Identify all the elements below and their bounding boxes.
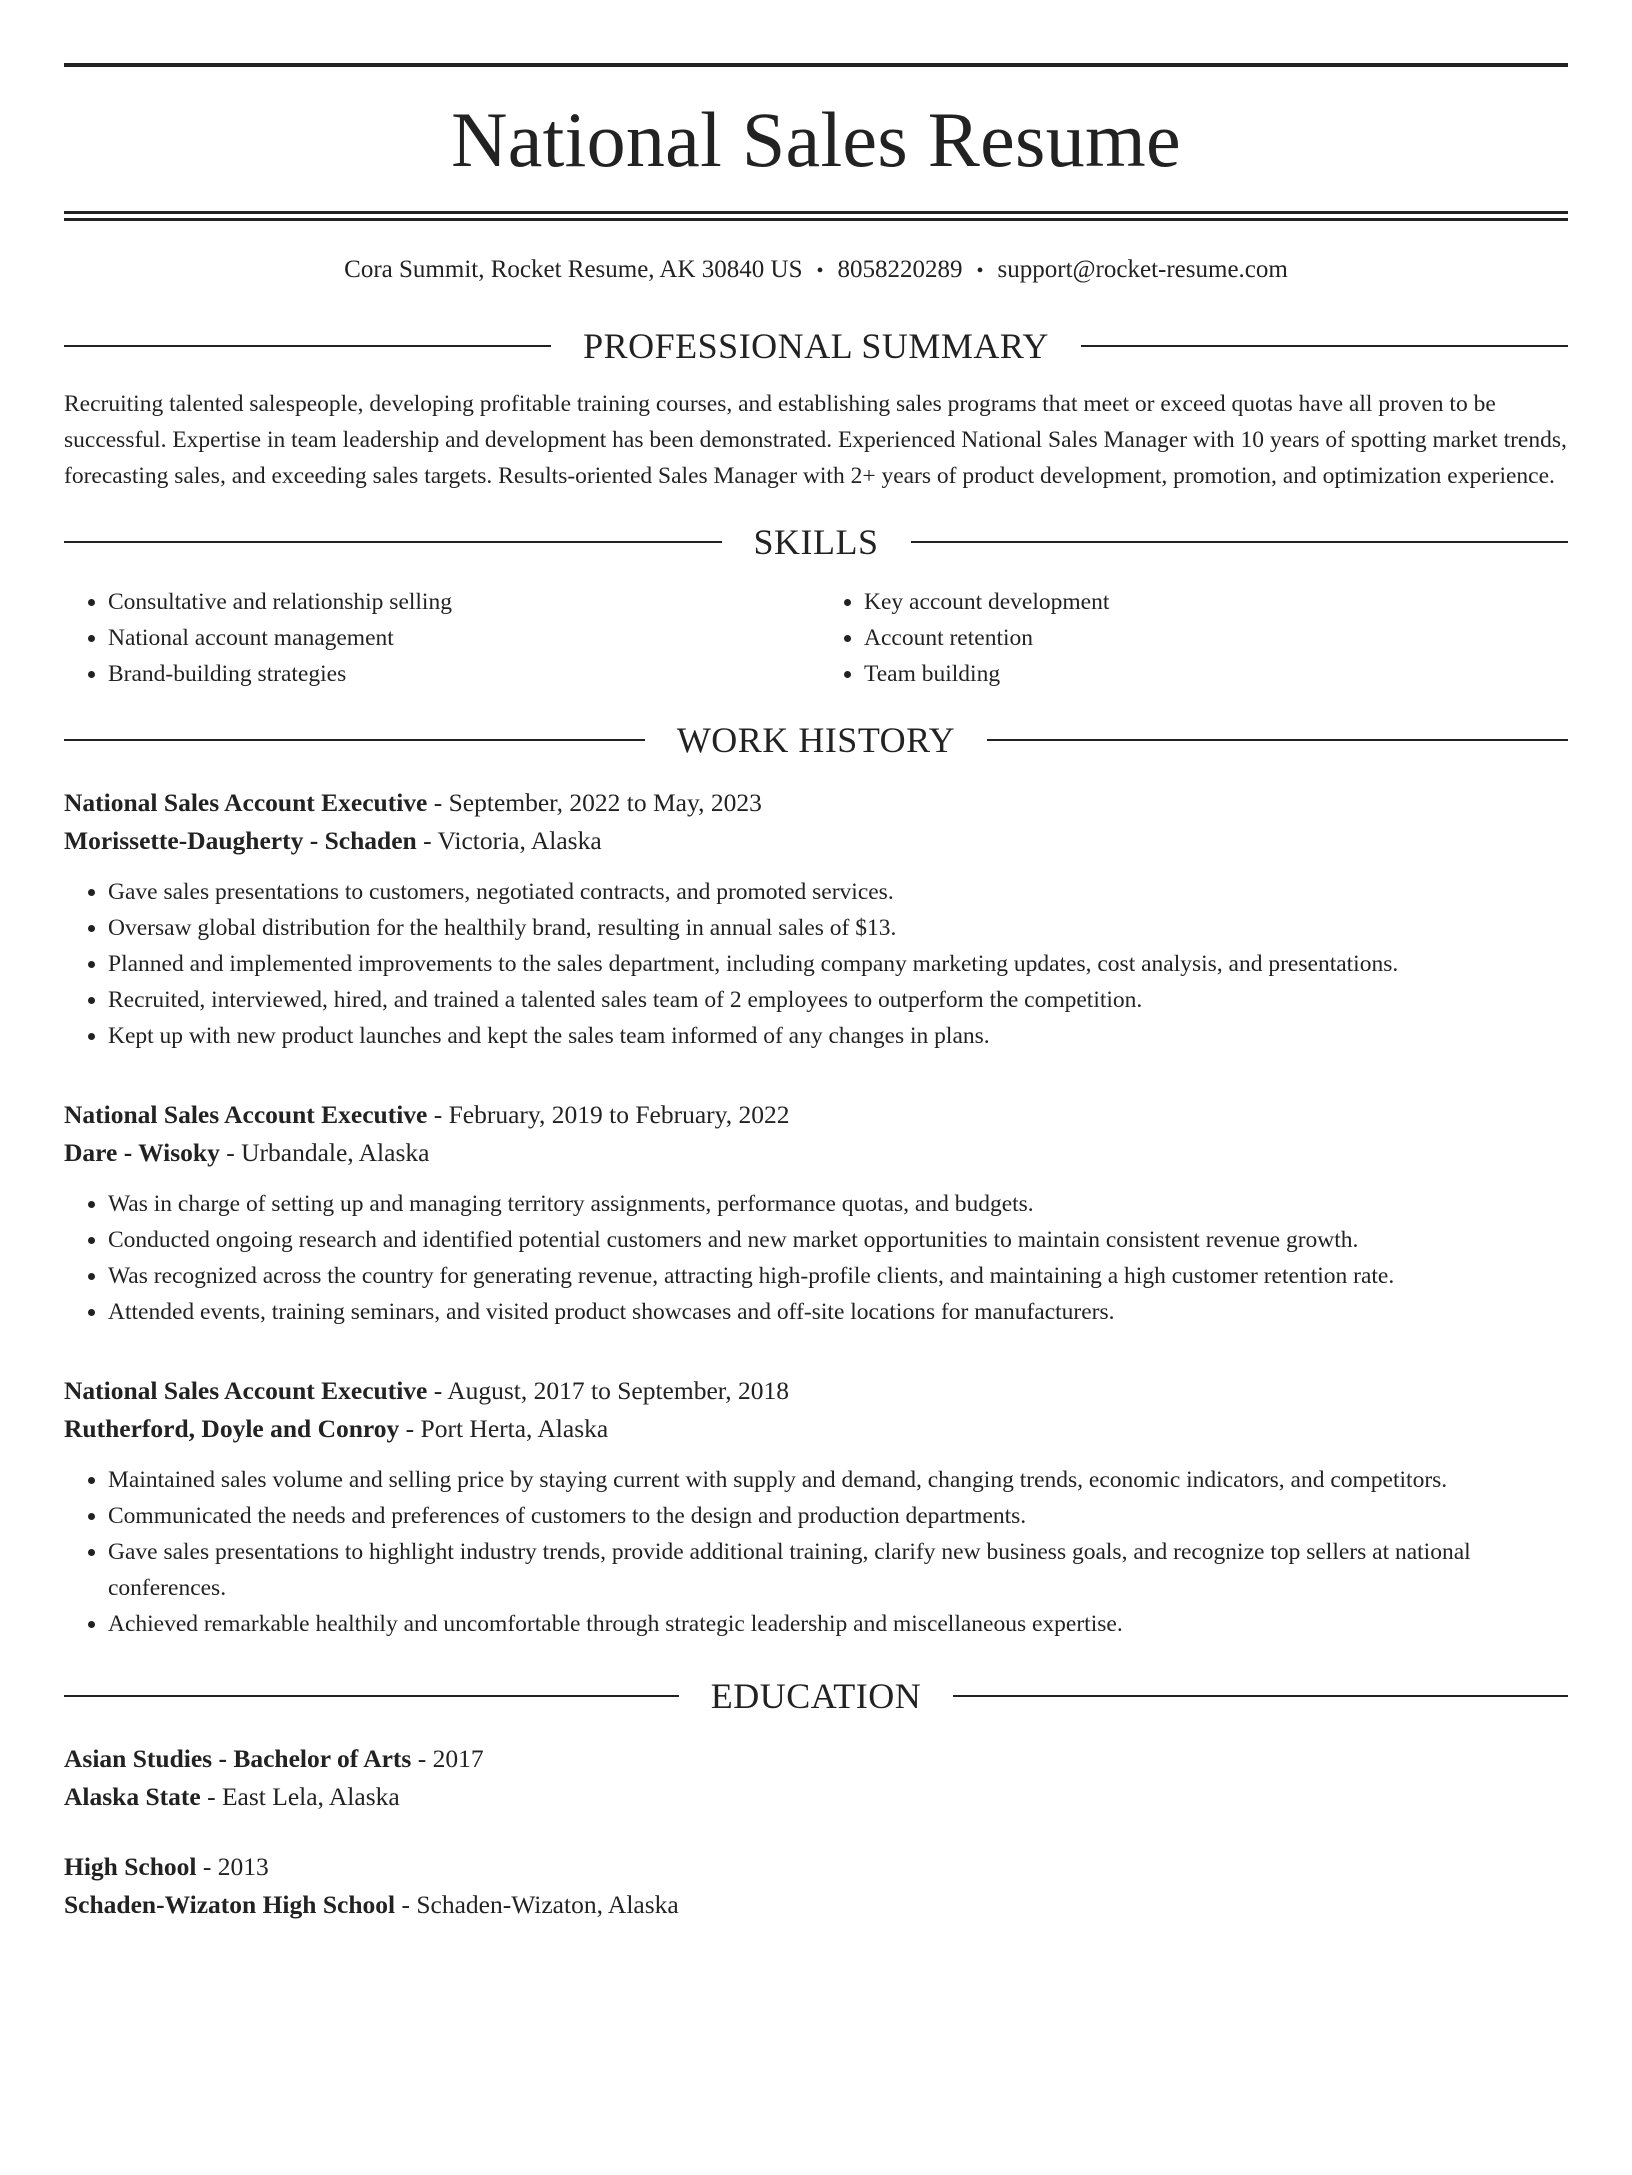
education-school-line <box>64 1886 1568 1924</box>
job-bullet: • Recruited, interviewed, hired, and trained a talented sales team of 2 employees to outperform the competition. <box>108 982 1568 1018</box>
contact-separator: • <box>816 260 824 282</box>
education-school-line <box>64 1778 1568 1816</box>
education-year: - 2017 <box>411 1744 484 1773</box>
top-rule <box>64 63 1568 67</box>
heading-rule <box>953 1695 1568 1697</box>
job-bullet: • Was recognized across the country for generating revenue, attracting high-profile clients, and maintaining a high customer retention rate. <box>108 1258 1568 1294</box>
job-company: Morissette-Daugherty - Schaden <box>64 826 417 855</box>
heading-rule <box>987 739 1568 741</box>
job-title: National Sales Account Executive <box>64 1100 428 1129</box>
title-double-rule <box>64 211 1568 221</box>
education-year: - 2013 <box>196 1852 269 1881</box>
skill-item: • Account retention <box>864 620 1568 656</box>
summary-text: Recruiting talented salespeople, developing profitable training courses, and establishing sales programs that meet or exceed quotas have all proven to be successful. Expertise in team leadership and development has been demonstrated. Experienced National Sales Manager with 10 years of spotting market trends, forecasting sales, and exceeding sales targets. Results-oriented Sales Manager with 2+ years of product development, promotion, and optimization experience. <box>64 391 1567 489</box>
education-degree-line <box>64 1740 1568 1778</box>
job-entry <box>64 1096 1568 1330</box>
education-degree: High School <box>64 1852 197 1881</box>
job-bullet: • Kept up with new product launches and kept the sales team informed of any changes in plans. <box>108 1018 1568 1054</box>
job-company-line <box>64 1410 1568 1448</box>
job-location: - Port Herta, Alaska <box>399 1414 609 1443</box>
education-location: - Schaden-Wizaton, Alaska <box>395 1890 679 1919</box>
job-title: National Sales Account Executive <box>64 788 428 817</box>
education-school: Alaska State <box>64 1782 201 1811</box>
skill-item: • Consultative and relationship selling <box>108 584 812 620</box>
section-heading-work <box>64 720 1568 760</box>
education-heading: EDUCATION <box>710 1676 922 1716</box>
job-location: - Victoria, Alaska <box>416 826 602 855</box>
contact-address: Cora Summit, Rocket Resume, AK 30840 US <box>344 256 803 283</box>
skills-column-left <box>64 584 812 692</box>
contact-email: support@rocket-resume.com <box>997 256 1288 283</box>
heading-rule <box>64 541 722 543</box>
job-dates: - February, 2019 to February, 2022 <box>427 1100 790 1129</box>
contact-separator: • <box>976 260 984 282</box>
education-entry <box>64 1740 1568 1816</box>
skills-heading: SKILLS <box>753 522 879 562</box>
skill-item: • Brand-building strategies <box>108 656 812 692</box>
heading-rule <box>64 345 551 347</box>
heading-rule <box>64 1695 679 1697</box>
heading-rule <box>911 541 1569 543</box>
education-degree-line <box>64 1848 1568 1886</box>
job-bullet: • Communicated the needs and preferences of customers to the design and production departments. <box>108 1498 1568 1534</box>
contact-phone: 8058220289 <box>837 256 963 283</box>
education-location: - East Lela, Alaska <box>200 1782 400 1811</box>
resume-title: National Sales Resume <box>451 96 1181 183</box>
job-company-line <box>64 822 1568 860</box>
skill-item: • National account management <box>108 620 812 656</box>
job-company-line <box>64 1134 1568 1172</box>
job-bullet: • Attended events, training seminars, and visited product showcases and off-site locations for manufacturers. <box>108 1294 1568 1330</box>
job-bullet: • Gave sales presentations to customers, negotiated contracts, and promoted services. <box>108 874 1568 910</box>
section-heading-summary <box>64 326 1568 366</box>
job-bullets <box>64 874 1568 1054</box>
job-location: - Urbandale, Alaska <box>219 1138 430 1167</box>
skills-column-right <box>812 584 1568 692</box>
job-title: National Sales Account Executive <box>64 1376 428 1405</box>
summary-heading: PROFESSIONAL SUMMARY <box>583 326 1049 366</box>
job-entry <box>64 784 1568 1054</box>
job-title-line <box>64 1096 1568 1134</box>
skill-item: • Team building <box>864 656 1568 692</box>
job-bullet: • Oversaw global distribution for the healthily brand, resulting in annual sales of $13. <box>108 910 1568 946</box>
education-school: Schaden-Wizaton High School <box>64 1890 396 1919</box>
section-heading-education <box>64 1676 1568 1716</box>
job-company: Dare - Wisoky <box>64 1138 220 1167</box>
job-title-line <box>64 784 1568 822</box>
heading-rule <box>1081 345 1568 347</box>
work-heading: WORK HISTORY <box>676 720 956 760</box>
section-heading-skills <box>64 522 1568 562</box>
job-bullet: • Planned and implemented improvements to the sales department, including company marketing updates, cost analysis, and presentations. <box>108 946 1568 982</box>
job-bullet: • Was in charge of setting up and managing territory assignments, performance quotas, and budgets. <box>108 1186 1568 1222</box>
skills-list <box>64 584 1568 692</box>
job-title-line <box>64 1372 1568 1410</box>
job-dates: - September, 2022 to May, 2023 <box>427 788 762 817</box>
education-entry <box>64 1848 1568 1924</box>
job-bullets <box>64 1462 1568 1642</box>
skill-item: • Key account development <box>864 584 1568 620</box>
resume-page <box>0 63 1632 2175</box>
job-bullet: • Conducted ongoing research and identified potential customers and new market opportunities to maintain consistent revenue growth. <box>108 1222 1568 1258</box>
education-degree: Asian Studies - Bachelor of Arts <box>64 1744 412 1773</box>
job-dates: - August, 2017 to September, 2018 <box>427 1376 789 1405</box>
job-entry <box>64 1372 1568 1642</box>
job-bullets <box>64 1186 1568 1330</box>
heading-rule <box>64 739 645 741</box>
job-bullet: • Maintained sales volume and selling price by staying current with supply and demand, changing trends, economic indicators, and competitors. <box>108 1462 1568 1498</box>
job-bullet: • Achieved remarkable healthily and uncomfortable through strategic leadership and miscellaneous expertise. <box>108 1606 1568 1642</box>
contact-line <box>64 255 1568 286</box>
job-bullet: • Gave sales presentations to highlight industry trends, provide additional training, clarify new business goals, and recognize top sellers at national conferences. <box>108 1534 1568 1606</box>
job-company: Rutherford, Doyle and Conroy <box>64 1414 400 1443</box>
